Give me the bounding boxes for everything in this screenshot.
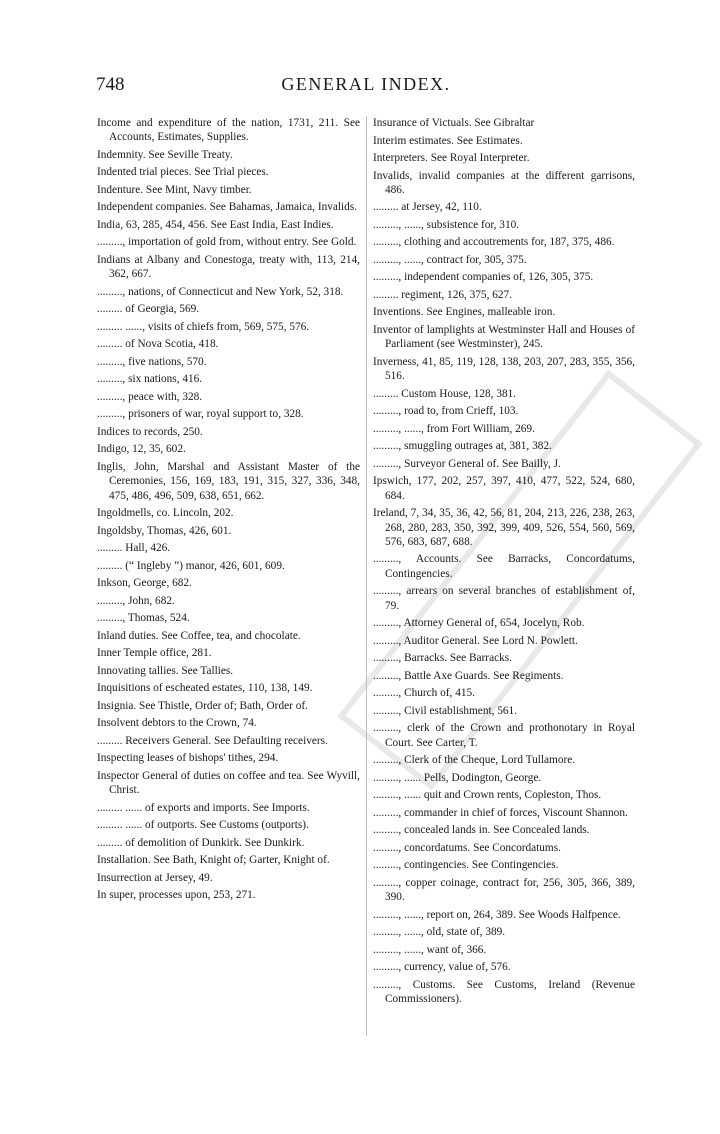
- index-entry: India, 63, 285, 454, 456. See East India, East Indies.: [97, 218, 334, 231]
- running-title: GENERAL INDEX.: [281, 74, 451, 94]
- index-entry: ........., ......, subsistence for, 310.: [373, 218, 520, 231]
- index-entry: ........., Surveyor General of. See Bailly, J.: [373, 457, 561, 470]
- index-entry: ........., independent companies of, 126, 305, 375.: [373, 271, 594, 284]
- index-entry: Interpreters. See Royal Interpreter.: [373, 152, 530, 164]
- index-entry: Inventions. See Engines, malleable iron.: [373, 306, 556, 319]
- index-entry: ........., importation of gold from, without entry. See Gold.: [97, 236, 357, 249]
- index-entry: Ingoldsby, Thomas, 426, 601.: [97, 524, 232, 537]
- index-entry: ........., Thomas, 524.: [97, 612, 190, 625]
- index-entry: Insignia. See Thistle, Order of; Bath, Order of.: [97, 699, 308, 712]
- index-entry: Inverness, 41, 85, 119, 128, 138, 203, 207, 283, 355, 356, 516.: [373, 355, 635, 383]
- index-entry: Ireland, 7, 34, 35, 36, 42, 56, 81, 204, 213, 226, 238, 263, 268, 280, 283, 350, 392, 399, 409, 526, 554, 560, 569, 576, 683, 687, 688.: [373, 507, 635, 548]
- index-entry: ........., ......, contract for, 305, 375.: [373, 253, 527, 266]
- index-entry: ......... of Nova Scotia, 418.: [97, 338, 219, 351]
- index-entry: ........., road to, from Crieff, 103.: [373, 405, 519, 418]
- index-entry: ......... Custom House, 128, 381.: [373, 387, 517, 400]
- index-entry: ........., six nations, 416.: [97, 373, 203, 386]
- index-entry: Indemnity. See Seville Treaty.: [97, 148, 233, 161]
- index-entry: ........., Church of, 415.: [373, 687, 475, 700]
- index-entry: Indians at Albany and Conestoga, treaty with, 113, 214, 362, 667.: [97, 253, 360, 281]
- index-entry: Income and expenditure of the nation, 1731, 211. See Accounts, Estimates, Supplies.: [97, 117, 360, 144]
- index-entry: ........., smuggling outrages at, 381, 382.: [373, 440, 552, 453]
- index-entry: ........., ......, report on, 264, 389. See Woods Halfpence.: [373, 908, 621, 921]
- index-entry: ......... regiment, 126, 375, 627.: [373, 288, 512, 301]
- index-entry: ......... ...... of outports. See Customs (outports).: [97, 819, 309, 832]
- index-entry: ........., ...... quit and Crown rents, Copleston, Thos.: [373, 789, 602, 802]
- index-entry: ........., Clerk of the Cheque, Lord Tullamore.: [373, 754, 576, 767]
- page-number: 748: [96, 74, 125, 95]
- index-entry: Installation. See Bath, Knight of; Garter, Knight of.: [97, 854, 330, 867]
- index-entry: ........., contingencies. See Contingencies.: [373, 859, 559, 872]
- index-entry: ........., arrears on several branches of establishment of, 79.: [373, 585, 635, 612]
- index-entry: Insurance of Victuals. See Gibraltar: [373, 117, 535, 129]
- index-entry: ........., Battle Axe Guards. See Regiments.: [373, 669, 564, 682]
- index-entry: ........., ......, want of, 366.: [373, 943, 487, 956]
- index-entry: ......... at Jersey, 42, 110.: [373, 201, 482, 214]
- index-entry: ........., concealed lands in. See Concealed lands.: [373, 824, 590, 837]
- index-entry: Innovating tallies. See Tallies.: [97, 664, 234, 677]
- index-entry: In super, processes upon, 253, 271.: [97, 889, 256, 902]
- index-entry: ........., clothing and accoutrements for, 187, 375, 486.: [373, 236, 615, 249]
- index-entry: ........., Accounts. See Barracks, Concordatums, Contingencies.: [373, 553, 635, 580]
- index-entry: Inglis, John, Marshal and Assistant Master of the Ceremonies, 156, 169, 183, 191, 315, 327, 336, 348, 475, 486, 496, 509, 638, 651, 662.: [97, 460, 360, 502]
- index-column-right: [373, 116, 635, 1009]
- index-entry: Inquisitions of escheated estates, 110, 138, 149.: [97, 682, 313, 695]
- index-entry: Inventor of lamplights at Westminster Hall and Houses of Parliament (see Westminster), 245.: [373, 323, 635, 351]
- index-entry: ......... ......, visits of chiefs from, 569, 575, 576.: [97, 320, 310, 333]
- index-entry: Inner Temple office, 281.: [97, 647, 212, 660]
- index-entry: ........., Civil establishment, 561.: [373, 704, 518, 717]
- index-entry: ........., currency, value of, 576.: [373, 961, 511, 974]
- index-entry: ........., commander in chief of forces, Viscount Shannon.: [373, 806, 628, 819]
- index-entry: ........., Auditor General. See Lord N. Powlett.: [373, 634, 578, 647]
- index-entry: Interim estimates. See Estimates.: [373, 134, 523, 147]
- index-entry: ......... Hall, 426.: [97, 542, 171, 555]
- index-entry: Indented trial pieces. See Trial pieces.: [97, 166, 269, 179]
- index-entry: Insolvent debtors to the Crown, 74.: [97, 717, 257, 730]
- index-entry: ......... ...... of exports and imports. See Imports.: [97, 801, 310, 814]
- index-entry: Indigo, 12, 35, 602.: [97, 443, 186, 456]
- index-entry: Inland duties. See Coffee, tea, and chocolate.: [97, 629, 301, 642]
- index-entry: ......... (“ Ingleby ”) manor, 426, 601, 609.: [97, 559, 285, 572]
- index-entry: ........., clerk of the Crown and prothonotary in Royal Court. See Carter, T.: [373, 722, 635, 749]
- index-entry: ......... Receivers General. See Defaulting receivers.: [97, 734, 328, 747]
- index-entry: Ingoldmells, co. Lincoln, 202.: [97, 507, 234, 520]
- index-entry: ........., ......, old, state of, 389.: [373, 926, 506, 939]
- index-entry: Independent companies. See Bahamas, Jamaica, Invalids.: [97, 201, 358, 214]
- page-header: [96, 74, 636, 102]
- index-entry: ........., John, 682.: [97, 594, 175, 607]
- index-entry: ........., Customs. See Customs, Ireland (Revenue Commissioners).: [373, 978, 635, 1005]
- index-entry: ........., ...... Pells, Dodington, George.: [373, 771, 542, 784]
- index-entry: ........., prisoners of war, royal support to, 328.: [97, 408, 304, 421]
- index-entry: Insurrection at Jersey, 49.: [97, 871, 213, 884]
- index-entry: Indices to records, 250.: [97, 425, 203, 438]
- index-entry: ........., nations, of Connecticut and New York, 52, 318.: [97, 285, 344, 298]
- index-entry: ......... of Georgia, 569.: [97, 303, 200, 316]
- index-entry: Ipswich, 177, 202, 257, 397, 410, 477, 522, 524, 680, 684.: [373, 475, 635, 502]
- index-column-left: [97, 116, 360, 906]
- column-divider: [366, 116, 367, 1036]
- index-entry: ........., Barracks. See Barracks.: [373, 652, 512, 665]
- index-entry: Inspector General of duties on coffee and tea. See Wyvill, Christ.: [97, 769, 360, 797]
- index-entry: ........., concordatums. See Concordatums.: [373, 841, 561, 854]
- index-entry: Indenture. See Mint, Navy timber.: [97, 183, 252, 196]
- index-entry: ........., peace with, 328.: [97, 390, 203, 403]
- index-entry: ........., five nations, 570.: [97, 355, 207, 368]
- index-entry: ........., Attorney General of, 654, Jocelyn, Rob.: [373, 617, 585, 630]
- index-entry: ........., ......, from Fort William, 269.: [373, 422, 535, 435]
- index-entry: Invalids, invalid companies at the different garrisons, 486.: [373, 169, 635, 196]
- index-entry: ........., copper coinage, contract for, 256, 305, 366, 389, 390.: [373, 876, 635, 904]
- index-entry: Inkson, George, 682.: [97, 577, 192, 590]
- index-entry: ......... of demolition of Dunkirk. See Dunkirk.: [97, 836, 305, 849]
- index-entry: Inspecting leases of bishops' tithes, 294.: [97, 752, 279, 765]
